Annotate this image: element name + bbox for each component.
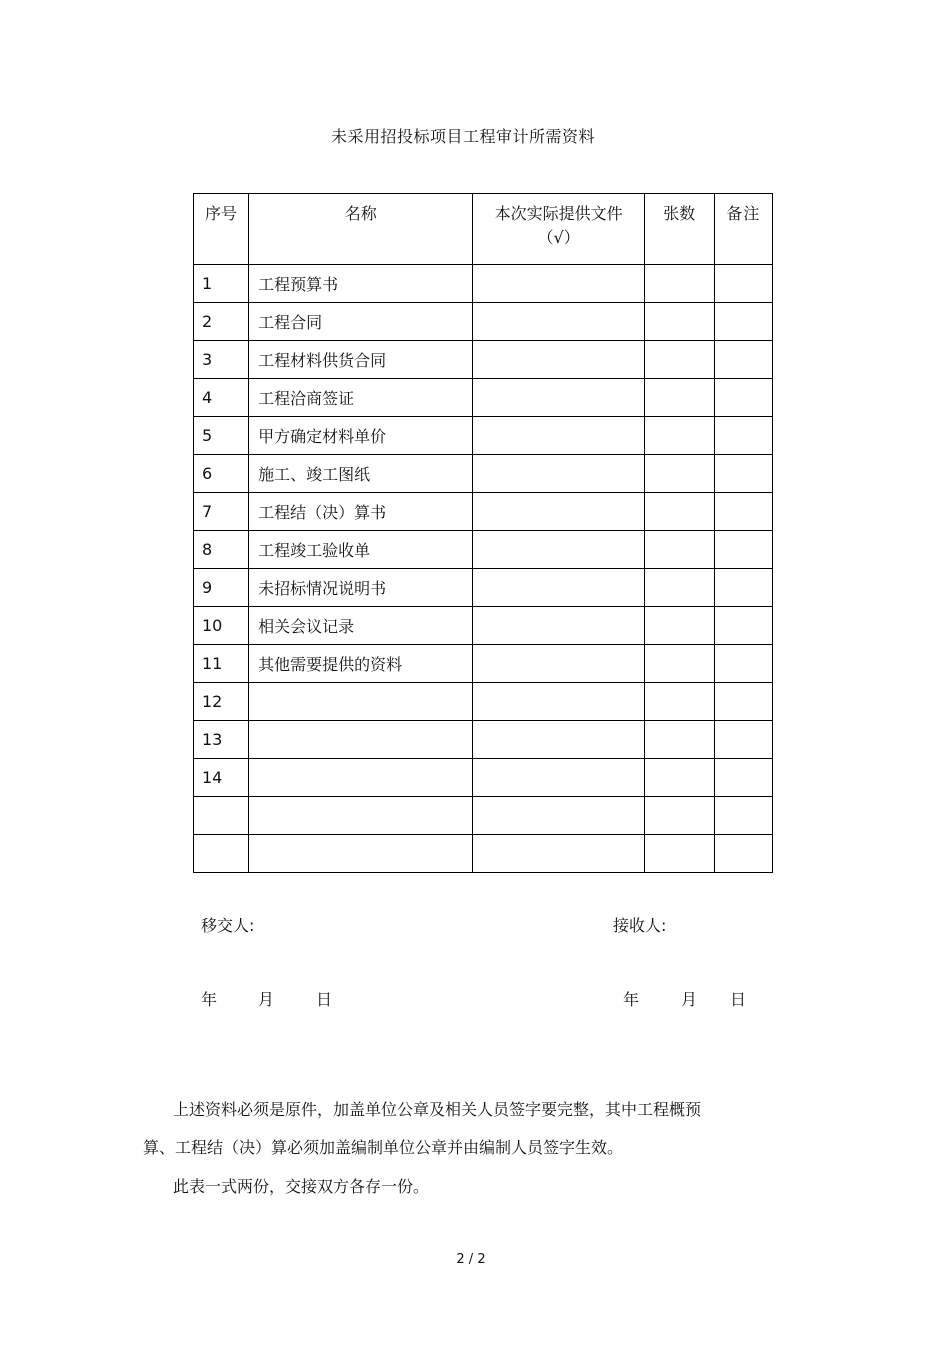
- table-row: [194, 531, 773, 569]
- row-count-cell[interactable]: [644, 683, 714, 721]
- sender-year: 年: [201, 990, 218, 1009]
- row-remark-cell[interactable]: [714, 607, 772, 645]
- receiver-day: 日: [730, 990, 747, 1009]
- row-no: 3: [194, 341, 249, 379]
- row-no: 5: [194, 417, 249, 455]
- table-row: [194, 759, 773, 797]
- row-name: 施工、竣工图纸: [249, 455, 473, 493]
- row-remark-cell[interactable]: [714, 455, 772, 493]
- row-remark-cell[interactable]: [714, 303, 772, 341]
- row-file-cell[interactable]: [473, 797, 644, 835]
- row-count-cell[interactable]: [644, 797, 714, 835]
- table-row: [194, 797, 773, 835]
- row-remark-cell[interactable]: [714, 417, 772, 455]
- row-count-cell[interactable]: [644, 835, 714, 873]
- row-file-cell[interactable]: [473, 455, 644, 493]
- sender-month: 月: [258, 990, 275, 1009]
- row-name: 工程合同: [249, 303, 473, 341]
- row-count-cell[interactable]: [644, 569, 714, 607]
- row-no: 1: [194, 265, 249, 303]
- row-remark-cell[interactable]: [714, 265, 772, 303]
- sender-label: 移交人:: [201, 916, 255, 935]
- note-line-1: 上述资料必须是原件，加盖单位公章及相关人员签字要完整，其中工程概预: [173, 1100, 702, 1119]
- table-row: [194, 607, 773, 645]
- row-remark-cell[interactable]: [714, 683, 772, 721]
- row-remark-cell[interactable]: [714, 569, 772, 607]
- header-file-line2: （√）: [537, 228, 580, 247]
- row-file-cell[interactable]: [473, 645, 644, 683]
- table-row: [194, 303, 773, 341]
- row-count-cell[interactable]: [644, 721, 714, 759]
- row-count-cell[interactable]: [644, 265, 714, 303]
- row-file-cell[interactable]: [473, 303, 644, 341]
- row-count-cell[interactable]: [644, 607, 714, 645]
- table-row: [194, 835, 773, 873]
- row-file-cell[interactable]: [473, 721, 644, 759]
- row-no: 9: [194, 569, 249, 607]
- row-no[interactable]: [194, 835, 249, 873]
- row-no: 7: [194, 493, 249, 531]
- header-file: [473, 194, 644, 265]
- row-name[interactable]: [249, 683, 473, 721]
- header-remark: 备注: [714, 194, 772, 265]
- header-file-line1: 本次实际提供文件: [494, 204, 623, 223]
- table-row: [194, 379, 773, 417]
- row-file-cell[interactable]: [473, 341, 644, 379]
- row-name[interactable]: [249, 759, 473, 797]
- table-row: [194, 569, 773, 607]
- row-file-cell[interactable]: [473, 569, 644, 607]
- row-remark-cell[interactable]: [714, 341, 772, 379]
- row-name: 未招标情况说明书: [249, 569, 473, 607]
- row-name: 工程结（决）算书: [249, 493, 473, 531]
- row-file-cell[interactable]: [473, 835, 644, 873]
- row-count-cell[interactable]: [644, 455, 714, 493]
- row-remark-cell[interactable]: [714, 493, 772, 531]
- row-file-cell[interactable]: [473, 759, 644, 797]
- row-remark-cell[interactable]: [714, 721, 772, 759]
- row-no: 10: [194, 607, 249, 645]
- table-row: [194, 721, 773, 759]
- table-row: [194, 455, 773, 493]
- row-remark-cell[interactable]: [714, 645, 772, 683]
- row-name: 工程洽商签证: [249, 379, 473, 417]
- receiver-year: 年: [623, 990, 640, 1009]
- table-row: [194, 645, 773, 683]
- row-no: 4: [194, 379, 249, 417]
- row-no: 8: [194, 531, 249, 569]
- row-name[interactable]: [249, 797, 473, 835]
- row-remark-cell[interactable]: [714, 759, 772, 797]
- row-no: 2: [194, 303, 249, 341]
- receiver-label: 接收人:: [613, 916, 667, 935]
- table-row: [194, 265, 773, 303]
- row-file-cell[interactable]: [473, 493, 644, 531]
- table-row: [194, 493, 773, 531]
- header-count: 张数: [644, 194, 714, 265]
- row-name: 其他需要提供的资料: [249, 645, 473, 683]
- row-name: 甲方确定材料单价: [249, 417, 473, 455]
- row-name: 工程预算书: [249, 265, 473, 303]
- row-count-cell[interactable]: [644, 379, 714, 417]
- page-number: 2 / 2: [456, 1252, 486, 1267]
- row-name: 工程竣工验收单: [249, 531, 473, 569]
- row-no: 11: [194, 645, 249, 683]
- row-no: 13: [194, 721, 249, 759]
- row-no: 6: [194, 455, 249, 493]
- row-remark-cell[interactable]: [714, 835, 772, 873]
- sender-day: 日: [316, 990, 333, 1009]
- note-line-2: 算、工程结（决）算必须加盖编制单位公章并由编制人员签字生效。: [143, 1138, 624, 1157]
- row-file-cell[interactable]: [473, 379, 644, 417]
- row-count-cell[interactable]: [644, 303, 714, 341]
- row-count-cell[interactable]: [644, 417, 714, 455]
- table-header-row: [194, 194, 773, 265]
- row-no: 12: [194, 683, 249, 721]
- row-count-cell[interactable]: [644, 493, 714, 531]
- row-name: 相关会议记录: [249, 607, 473, 645]
- row-remark-cell[interactable]: [714, 531, 772, 569]
- table-row: [194, 683, 773, 721]
- receiver-date: [623, 987, 746, 1010]
- sender-date: [201, 987, 332, 1010]
- receiver-month: 月: [681, 990, 698, 1009]
- table-row: [194, 417, 773, 455]
- row-name[interactable]: [249, 835, 473, 873]
- row-file-cell[interactable]: [473, 683, 644, 721]
- note-line-3: 此表一式两份，交接双方各存一份。: [173, 1177, 430, 1196]
- materials-table: [193, 193, 773, 873]
- row-file-cell[interactable]: [473, 265, 644, 303]
- row-no: 14: [194, 759, 249, 797]
- row-count-cell[interactable]: [644, 341, 714, 379]
- row-count-cell[interactable]: [644, 645, 714, 683]
- row-no[interactable]: [194, 797, 249, 835]
- row-file-cell[interactable]: [473, 417, 644, 455]
- row-file-cell[interactable]: [473, 607, 644, 645]
- header-no: 序号: [194, 194, 249, 265]
- row-remark-cell[interactable]: [714, 379, 772, 417]
- row-count-cell[interactable]: [644, 531, 714, 569]
- row-name: 工程材料供货合同: [249, 341, 473, 379]
- table-row: [194, 341, 773, 379]
- header-name: 名称: [249, 194, 473, 265]
- row-name[interactable]: [249, 721, 473, 759]
- row-count-cell[interactable]: [644, 759, 714, 797]
- document-title: 未采用招投标项目工程审计所需资料: [330, 127, 595, 146]
- row-file-cell[interactable]: [473, 531, 644, 569]
- row-remark-cell[interactable]: [714, 797, 772, 835]
